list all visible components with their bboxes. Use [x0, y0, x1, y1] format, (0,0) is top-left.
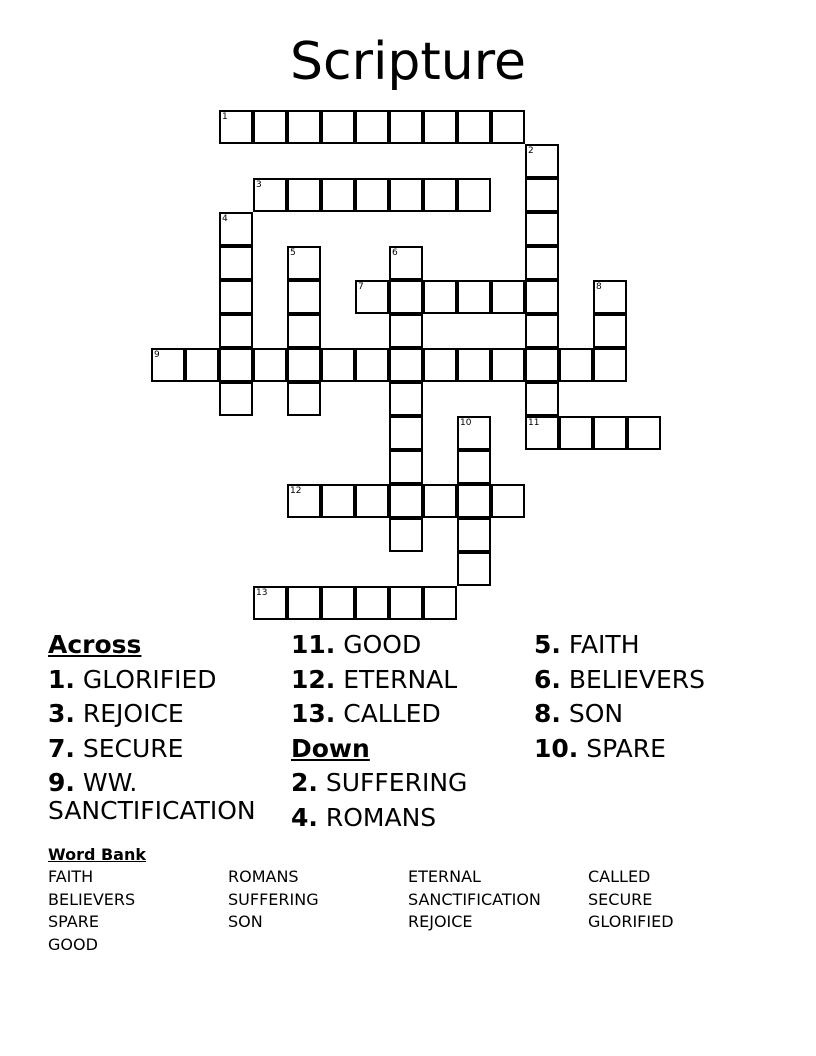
- crossword-cell[interactable]: [287, 110, 321, 144]
- crossword-cell[interactable]: [355, 348, 389, 382]
- word-bank-item: GOOD: [48, 935, 98, 955]
- crossword-cell[interactable]: [525, 280, 559, 314]
- clue-across-3: 3. REJOICE: [48, 699, 184, 728]
- crossword-cell[interactable]: [593, 348, 627, 382]
- clue-number: 3: [256, 180, 262, 190]
- clue-down-2: 2. SUFFERING: [291, 768, 468, 797]
- crossword-cell[interactable]: [389, 314, 423, 348]
- clue-column-1: [48, 628, 288, 828]
- word-bank-item: SON: [228, 912, 263, 932]
- word-bank-item: ROMANS: [228, 867, 299, 886]
- crossword-cell[interactable]: [355, 110, 389, 144]
- clue-across-1: 1. GLORIFIED: [48, 664, 217, 694]
- clue-down-10: 10. SPARE: [534, 733, 666, 763]
- clue-number: 2: [528, 146, 534, 156]
- crossword-cell[interactable]: [491, 280, 525, 314]
- crossword-cell[interactable]: [525, 382, 559, 416]
- crossword-cell[interactable]: [593, 280, 627, 314]
- crossword-cell[interactable]: [287, 314, 321, 348]
- clue-across-12: 12. ETERNAL: [291, 664, 458, 694]
- crossword-cell[interactable]: [321, 586, 355, 620]
- crossword-cell[interactable]: [389, 484, 423, 518]
- crossword-cell[interactable]: [355, 178, 389, 212]
- crossword-cell[interactable]: [593, 314, 627, 348]
- crossword-cell[interactable]: [287, 178, 321, 212]
- crossword-cell[interactable]: [185, 348, 219, 382]
- clue-number: 11: [528, 418, 540, 428]
- word-bank-item: SUFFERING: [228, 889, 319, 909]
- clue-number: 8: [596, 282, 602, 292]
- crossword-cell[interactable]: [389, 110, 423, 144]
- clue-across-9: 9. WW. SANCTIFICATION: [48, 768, 256, 825]
- crossword-cell[interactable]: [253, 348, 287, 382]
- down-heading: Down: [291, 733, 370, 763]
- crossword-cell[interactable]: [389, 382, 423, 416]
- clue-down-5: 5. FAITH: [534, 630, 640, 659]
- crossword-cell[interactable]: [219, 280, 253, 314]
- clue-number: 7: [358, 282, 364, 292]
- crossword-cell[interactable]: [423, 178, 457, 212]
- crossword-cell[interactable]: [457, 416, 491, 450]
- crossword-cell[interactable]: [321, 348, 355, 382]
- crossword-cell[interactable]: [287, 586, 321, 620]
- crossword-cell[interactable]: [525, 314, 559, 348]
- crossword-cell[interactable]: [559, 416, 593, 450]
- word-bank-item: REJOICE: [408, 912, 473, 932]
- crossword-cell[interactable]: [457, 280, 491, 314]
- crossword-cell[interactable]: [219, 348, 253, 382]
- clue-column-2: [291, 628, 531, 835]
- clue-number: 6: [392, 248, 398, 258]
- crossword-cell[interactable]: [287, 348, 321, 382]
- crossword-cell[interactable]: [355, 484, 389, 518]
- clue-across-7: 7. SECURE: [48, 733, 184, 763]
- crossword-cell[interactable]: [423, 110, 457, 144]
- crossword-cell[interactable]: [219, 382, 253, 416]
- crossword-cell[interactable]: [457, 178, 491, 212]
- word-bank-item: SANCTIFICATION: [408, 889, 541, 909]
- clue-across-11: 11. GOOD: [291, 630, 422, 659]
- word-bank-item: CALLED: [588, 867, 651, 886]
- clue-column-3: [534, 628, 774, 766]
- clue-number: 5: [290, 248, 296, 258]
- clue-number: 10: [460, 418, 472, 428]
- crossword-cell[interactable]: [457, 348, 491, 382]
- clue-number: 4: [222, 214, 228, 224]
- crossword-cell[interactable]: [423, 348, 457, 382]
- crossword-cell[interactable]: [423, 484, 457, 518]
- crossword-cell[interactable]: [457, 450, 491, 484]
- clue-down-6: 6. BELIEVERS: [534, 664, 706, 694]
- crossword-cell[interactable]: [423, 280, 457, 314]
- crossword-cell[interactable]: [389, 450, 423, 484]
- crossword-cell[interactable]: [355, 586, 389, 620]
- clue-number: 13: [256, 588, 268, 598]
- crossword-cell[interactable]: [389, 518, 423, 552]
- word-bank-title: Word Bank: [48, 845, 147, 864]
- crossword-cell[interactable]: [525, 212, 559, 246]
- crossword-cell[interactable]: [321, 178, 355, 212]
- crossword-cell[interactable]: [457, 484, 491, 518]
- crossword-cell[interactable]: [389, 280, 423, 314]
- crossword-cell[interactable]: [253, 586, 287, 620]
- crossword-cell[interactable]: [525, 416, 559, 450]
- word-bank: [48, 844, 768, 957]
- crossword-cell[interactable]: [389, 246, 423, 280]
- crossword-cell[interactable]: [287, 246, 321, 280]
- crossword-cell[interactable]: [525, 348, 559, 382]
- crossword-cell[interactable]: [525, 178, 559, 212]
- crossword-cell[interactable]: [389, 348, 423, 382]
- word-bank-item: SECURE: [588, 889, 653, 909]
- crossword-cell[interactable]: [457, 518, 491, 552]
- word-bank-item: GLORIFIED: [588, 912, 674, 932]
- word-bank-item: BELIEVERS: [48, 889, 136, 909]
- crossword-cell[interactable]: [287, 280, 321, 314]
- crossword-cell[interactable]: [423, 586, 457, 620]
- crossword-cell[interactable]: [389, 178, 423, 212]
- puzzle-title: Scripture: [289, 32, 526, 92]
- crossword-cell[interactable]: [389, 586, 423, 620]
- clue-number: 9: [154, 350, 160, 360]
- crossword-cell[interactable]: [321, 110, 355, 144]
- crossword-cell[interactable]: [491, 484, 525, 518]
- crossword-cell[interactable]: [219, 246, 253, 280]
- crossword-cell[interactable]: [321, 484, 355, 518]
- clue-across-13: 13. CALLED: [291, 699, 441, 728]
- crossword-cell[interactable]: [355, 280, 389, 314]
- across-heading: Across: [48, 630, 142, 659]
- crossword-cell[interactable]: [457, 110, 491, 144]
- word-bank-list: [48, 866, 768, 957]
- crossword-cell[interactable]: [491, 110, 525, 144]
- crossword-cell[interactable]: [457, 552, 491, 586]
- word-bank-item: FAITH: [48, 867, 94, 886]
- crossword-cell[interactable]: [559, 348, 593, 382]
- crossword-cell[interactable]: [219, 110, 253, 144]
- crossword-cell[interactable]: [389, 416, 423, 450]
- clue-number: 1: [222, 112, 228, 122]
- crossword-cell[interactable]: [253, 178, 287, 212]
- crossword-cell[interactable]: [287, 484, 321, 518]
- crossword-cell[interactable]: [151, 348, 185, 382]
- word-bank-item: ETERNAL: [408, 867, 481, 886]
- crossword-cell[interactable]: [627, 416, 661, 450]
- crossword-cell[interactable]: [219, 314, 253, 348]
- crossword-cell[interactable]: [253, 110, 287, 144]
- crossword-cell[interactable]: [491, 348, 525, 382]
- crossword-cell[interactable]: [525, 246, 559, 280]
- clue-down-8: 8. SON: [534, 699, 624, 728]
- clue-down-4: 4. ROMANS: [291, 802, 437, 832]
- crossword-cell[interactable]: [525, 144, 559, 178]
- crossword-cell[interactable]: [593, 416, 627, 450]
- word-bank-item: SPARE: [48, 912, 99, 932]
- clue-number: 12: [290, 486, 302, 496]
- crossword-cell[interactable]: [287, 382, 321, 416]
- crossword-cell[interactable]: [219, 212, 253, 246]
